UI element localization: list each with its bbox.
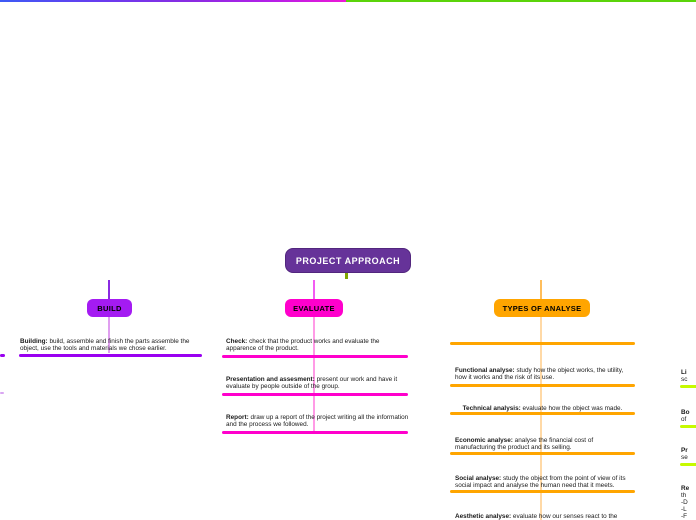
- topic-item-offscreen[interactable]: [681, 447, 696, 461]
- topic-item-report[interactable]: [226, 414, 409, 428]
- topic-item-check[interactable]: [226, 338, 409, 352]
- topic-item-offscreen[interactable]: [681, 485, 696, 520]
- fragment-text: th: [681, 492, 687, 499]
- fragment-text: -D: [681, 499, 688, 506]
- branch-node-evaluate[interactable]: [285, 299, 343, 317]
- topic-item-text: Functional analyse: study how the object works, the utility, how it works and the risk of its use.: [455, 367, 624, 382]
- topic-item-text: Aesthetic analyse: evaluate how our senses react to the: [455, 513, 618, 520]
- offscreen-left-underline-stub: [0, 392, 4, 394]
- topic-underline: [222, 393, 408, 396]
- topic-item-text: Check: check that the product works and evaluate the apparence of the product.: [226, 338, 380, 353]
- offscreen-left-underline-stub: [0, 354, 5, 357]
- topic-underline: [222, 431, 408, 434]
- topic-underline: [450, 384, 635, 387]
- root-node-project-approach[interactable]: [285, 248, 411, 273]
- connector-evaluate-drop: [313, 280, 315, 299]
- topic-item-aesthetic-analyse[interactable]: [455, 513, 635, 520]
- topic-underline: [450, 452, 635, 455]
- fragment-text: Bo: [681, 409, 690, 416]
- fragment-text: se: [681, 454, 688, 461]
- connector-right-green: [346, 0, 696, 2]
- topic-item-building[interactable]: [20, 338, 203, 352]
- fragment-text: -F: [681, 513, 688, 520]
- topic-underline: [222, 355, 408, 358]
- fragment-text: sc: [681, 376, 688, 383]
- topic-item-text: Presentation and assesment: present our work and have it evaluate by people outside of the group.: [226, 376, 398, 391]
- topic-item-text: Technical analysis: evaluate how the object was made.: [462, 405, 623, 412]
- fragment-text: -L: [681, 506, 687, 513]
- fragment-text: of: [681, 416, 687, 423]
- topic-underline: [450, 412, 635, 415]
- connector-types-drop: [540, 280, 542, 299]
- branch-node-build-label: BUILD: [97, 303, 122, 313]
- root-node-label: PROJECT APPROACH: [295, 255, 401, 266]
- connector-root-stub: [345, 272, 348, 279]
- branch-node-evaluate-label: EVALUATE: [293, 303, 335, 313]
- topic-item-text: Economic analyse: analyse the financial cost of manufacturing the product and its selling.: [455, 437, 594, 452]
- topic-item-presentation[interactable]: [226, 376, 409, 390]
- fragment-text: Li: [681, 369, 687, 376]
- fragment-text: Re: [681, 485, 690, 492]
- topic-underline: [680, 425, 696, 428]
- topic-item-offscreen[interactable]: [681, 409, 696, 423]
- branch-node-types-label: TYPES OF ANALYSE: [502, 303, 582, 313]
- topic-underline-empty: [450, 342, 635, 345]
- topic-item-text: Report: draw up a report of the project writing all the information and the process we followed.: [226, 414, 409, 429]
- connector-left-gradient: [0, 0, 348, 2]
- fragment-text: Pr: [681, 447, 688, 454]
- topic-underline: [19, 354, 202, 357]
- topic-item-economic-analyse[interactable]: [455, 437, 635, 451]
- topic-underline: [450, 490, 635, 493]
- topic-item-social-analyse[interactable]: [455, 475, 635, 489]
- topic-underline: [680, 463, 696, 466]
- branch-node-types-of-analyse[interactable]: [494, 299, 590, 317]
- topic-item-offscreen[interactable]: [681, 369, 696, 383]
- topic-item-text: Building: build, assemble and finish the parts assemble the object, use the tools and materials we chose earlier.: [20, 338, 190, 353]
- connector-build-drop: [108, 280, 110, 299]
- topic-item-functional-analyse[interactable]: [455, 367, 635, 381]
- topic-underline: [680, 385, 696, 388]
- branch-node-build[interactable]: [87, 299, 132, 317]
- topic-item-text: Social analyse: study the object from the point of view of its social impact and analyse the human need that it meets.: [455, 475, 626, 490]
